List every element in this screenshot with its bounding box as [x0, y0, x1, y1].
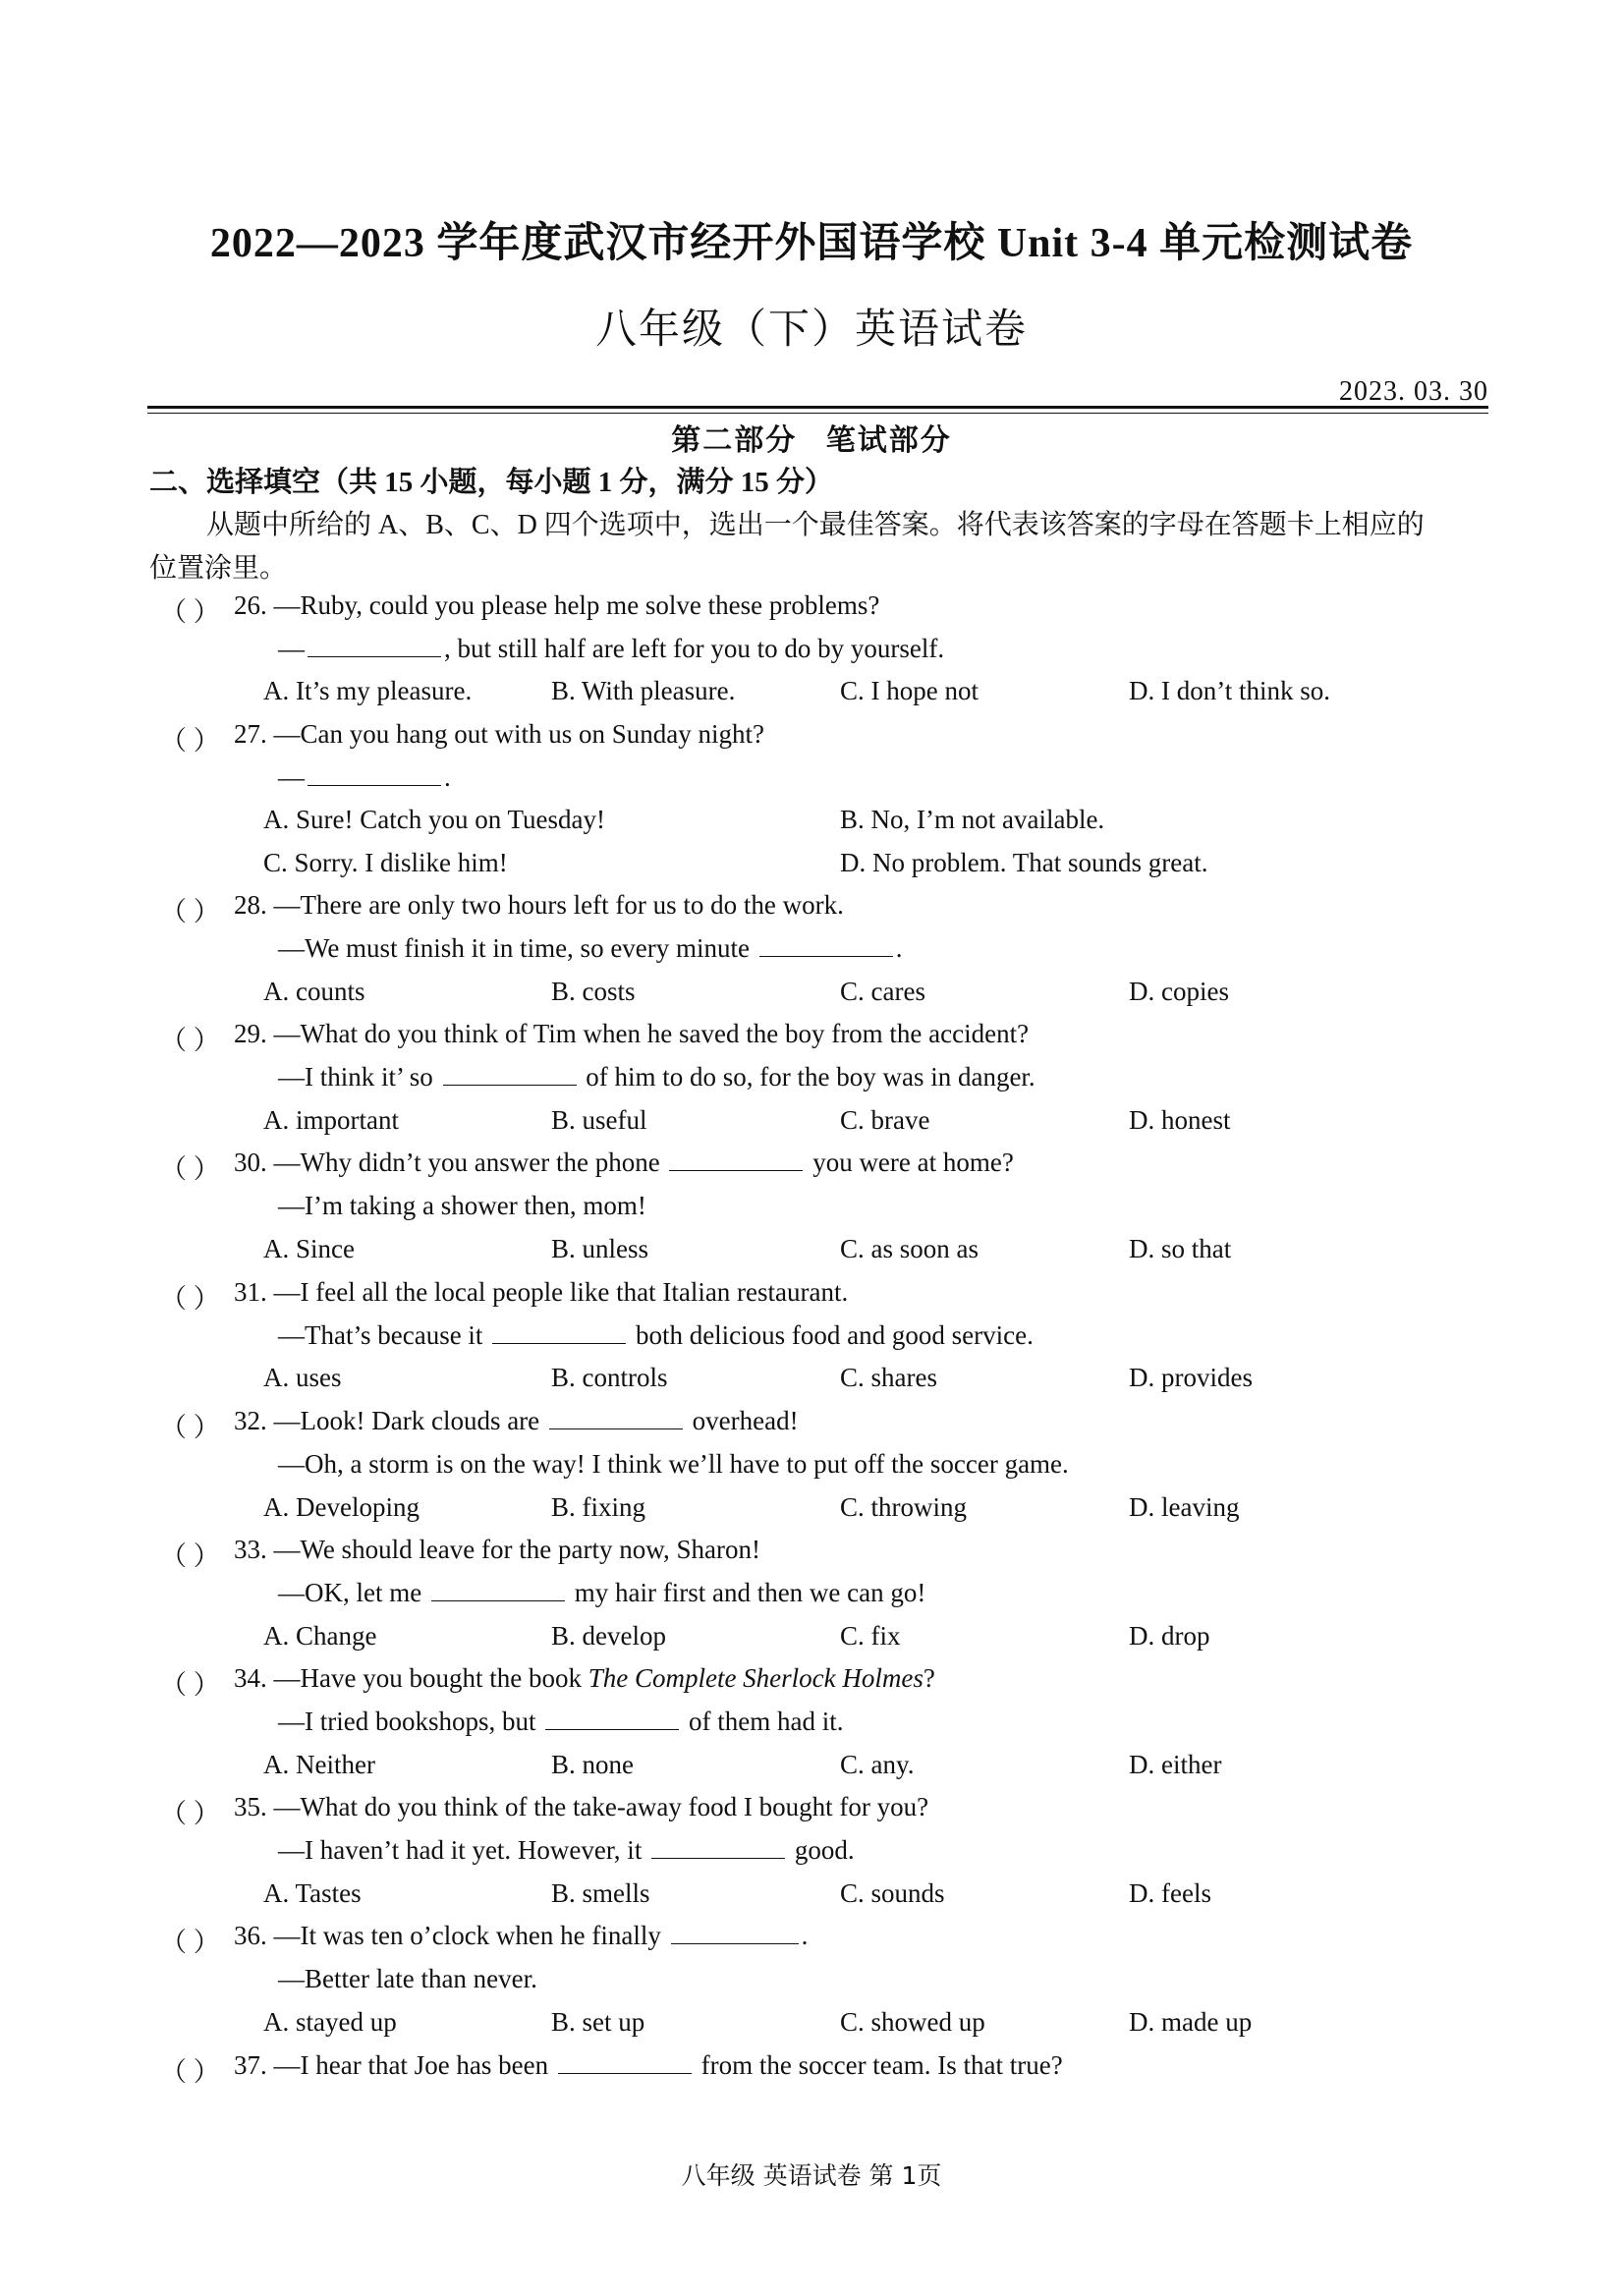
answer-blank	[759, 955, 893, 957]
question-32-prompt: 32. —Look! Dark clouds are overhead!	[234, 1406, 799, 1435]
question-29-option-c: C. brave	[840, 1105, 930, 1135]
question-34-option-d: D. either	[1129, 1750, 1222, 1779]
answer-paren: （ ）	[160, 1026, 220, 1055]
question-32-reply: —Oh, a storm is on the way! I think we’ll have to put off the soccer game.	[278, 1449, 1069, 1479]
answer-paren: （ ）	[160, 1670, 220, 1700]
question-33-option-a: A. Change	[263, 1621, 377, 1651]
answer-paren: （ ）	[160, 897, 220, 926]
exam-title: 2022—2023 学年度武汉市经开外国语学校 Unit 3-4 单元检测试卷	[209, 221, 1414, 266]
answer-blank	[669, 1169, 803, 1171]
question-31-prompt: 31. —I feel all the local people like that Italian restaurant.	[234, 1277, 849, 1307]
answer-paren: （ ）	[160, 1284, 220, 1314]
answer-paren: （ ）	[160, 1541, 220, 1571]
answer-blank	[443, 1084, 577, 1086]
answer-blank	[308, 784, 441, 786]
question-35-reply: —I haven’t had it yet. However, it good.	[278, 1835, 855, 1865]
answer-paren: （ ）	[160, 2057, 220, 2087]
question-34-option-a: A. Neither	[263, 1750, 375, 1779]
question-28-option-d: D. copies	[1129, 977, 1229, 1006]
question-27-option-b: B. No, I’m not available.	[840, 805, 1105, 834]
question-26-reply: — , but still half are left for you to do by yourself.	[278, 634, 945, 663]
answer-blank	[431, 1599, 565, 1601]
question-36-option-a: A. stayed up	[263, 2007, 397, 2037]
question-35-option-a: A. Tastes	[263, 1878, 362, 1908]
page-footer: 八年级 英语试卷 第 1页	[681, 2161, 942, 2190]
question-36-option-c: C. showed up	[840, 2007, 985, 2037]
question-33-option-d: D. drop	[1129, 1621, 1210, 1651]
question-36-prompt: 36. —It was ten o’clock when he finally .	[234, 1921, 809, 1950]
question-26-option-d: D. I don’t think so.	[1129, 676, 1331, 705]
question-28-option-b: B. costs	[551, 977, 636, 1006]
question-33-option-c: C. fix	[840, 1621, 901, 1651]
book-title: The Complete Sherlock Holmes	[588, 1663, 923, 1693]
question-35-option-b: B. smells	[551, 1878, 650, 1908]
answer-paren: （ ）	[160, 726, 220, 756]
question-30-reply: —I’m taking a shower then, mom!	[278, 1191, 646, 1220]
question-27-option-c: C. Sorry. I dislike him!	[263, 848, 508, 877]
question-32-option-c: C. throwing	[840, 1492, 968, 1522]
question-35-option-d: D. feels	[1129, 1878, 1211, 1908]
question-34-option-b: B. none	[551, 1750, 634, 1779]
part-title: 第二部分 笔试部分	[671, 424, 952, 457]
answer-blank	[671, 1942, 799, 1944]
question-34-reply: —I tried bookshops, but of them had it.	[278, 1707, 844, 1736]
question-36-option-b: B. set up	[551, 2007, 645, 2037]
question-28-option-a: A. counts	[263, 977, 365, 1006]
question-30-option-b: B. unless	[551, 1234, 649, 1263]
question-31-reply: —That’s because it both delicious food and good service.	[278, 1320, 1034, 1350]
answer-paren: （ ）	[160, 1799, 220, 1828]
question-31-option-d: D. provides	[1129, 1363, 1253, 1392]
question-34-prompt: 34. —Have you bought the book The Complete Sherlock Holmes?	[234, 1663, 935, 1693]
answer-paren: （ ）	[160, 1928, 220, 1957]
instruction-line-1: 从题中所给的 A、B、C、D 四个选项中，选出一个最佳答案。将代表该答案的字母在答题卡上相应的	[206, 510, 1425, 540]
question-29-option-a: A. important	[263, 1105, 399, 1135]
header-rule-thin	[147, 413, 1488, 414]
answer-paren: （ ）	[160, 597, 220, 627]
answer-blank	[308, 655, 441, 657]
question-28-prompt: 28. —There are only two hours left for us to do the work.	[234, 890, 844, 920]
question-33-option-b: B. develop	[551, 1621, 666, 1651]
question-28-reply: —We must finish it in time, so every minute .	[278, 933, 903, 963]
question-27-reply: — .	[278, 762, 451, 792]
question-27-option-a: A. Sure! Catch you on Tuesday!	[263, 805, 605, 834]
question-30-prompt: 30. —Why didn’t you answer the phone you were at home?	[234, 1148, 1014, 1177]
answer-blank	[558, 2072, 692, 2074]
question-29-option-b: B. useful	[551, 1105, 647, 1135]
question-26-prompt: 26. —Ruby, could you please help me solve these problems?	[234, 590, 880, 620]
question-33-prompt: 33. —We should leave for the party now, Sharon!	[234, 1535, 760, 1564]
exam-date: 2023. 03. 30	[1339, 376, 1488, 407]
question-30-option-a: A. Since	[263, 1234, 355, 1263]
question-27-prompt: 27. —Can you hang out with us on Sunday night?	[234, 719, 764, 749]
instruction-line-2: 位置涂里。	[149, 553, 288, 584]
question-37-prompt: 37. —I hear that Joe has been from the soccer team. Is that true?	[234, 2050, 1063, 2080]
answer-blank	[549, 1428, 683, 1429]
question-31-option-c: C. shares	[840, 1363, 937, 1392]
exam-subtitle: 八年级（下）英语试卷	[594, 308, 1028, 353]
question-35-prompt: 35. —What do you think of the take-away food I bought for you?	[234, 1792, 929, 1821]
question-33-reply: —OK, let me my hair first and then we can go!	[278, 1578, 926, 1607]
answer-blank	[651, 1857, 785, 1859]
header-rule-thick	[147, 406, 1488, 409]
answer-blank	[492, 1342, 626, 1344]
question-30-option-d: D. so that	[1129, 1234, 1232, 1263]
question-32-option-a: A. Developing	[263, 1492, 420, 1522]
question-36-option-d: D. made up	[1129, 2007, 1253, 2037]
question-27-option-d: D. No problem. That sounds great.	[840, 848, 1208, 877]
question-35-option-c: C. sounds	[840, 1878, 945, 1908]
question-31-option-a: A. uses	[263, 1363, 342, 1392]
question-36-reply: —Better late than never.	[278, 1964, 537, 1993]
answer-paren: （ ）	[160, 1154, 220, 1184]
question-29-prompt: 29. —What do you think of Tim when he saved the boy from the accident?	[234, 1019, 1030, 1048]
question-32-option-d: D. leaving	[1129, 1492, 1240, 1522]
question-30-option-c: C. as soon as	[840, 1234, 979, 1263]
answer-paren: （ ）	[160, 1413, 220, 1442]
question-29-reply: —I think it’ so of him to do so, for the boy was in danger.	[278, 1062, 1035, 1092]
section-title: 二、选择填空（共 15 小题，每小题 1 分，满分 15 分）	[149, 467, 834, 498]
question-26-option-a: A. It’s my pleasure.	[263, 676, 473, 705]
question-29-option-d: D. honest	[1129, 1105, 1231, 1135]
question-26-option-b: B. With pleasure.	[551, 676, 736, 705]
question-26-option-c: C. I hope not	[840, 676, 979, 705]
question-34-option-c: C. any.	[840, 1750, 915, 1779]
question-28-option-c: C. cares	[840, 977, 925, 1006]
answer-blank	[545, 1728, 679, 1730]
question-31-option-b: B. controls	[551, 1363, 668, 1392]
question-32-option-b: B. fixing	[551, 1492, 646, 1522]
